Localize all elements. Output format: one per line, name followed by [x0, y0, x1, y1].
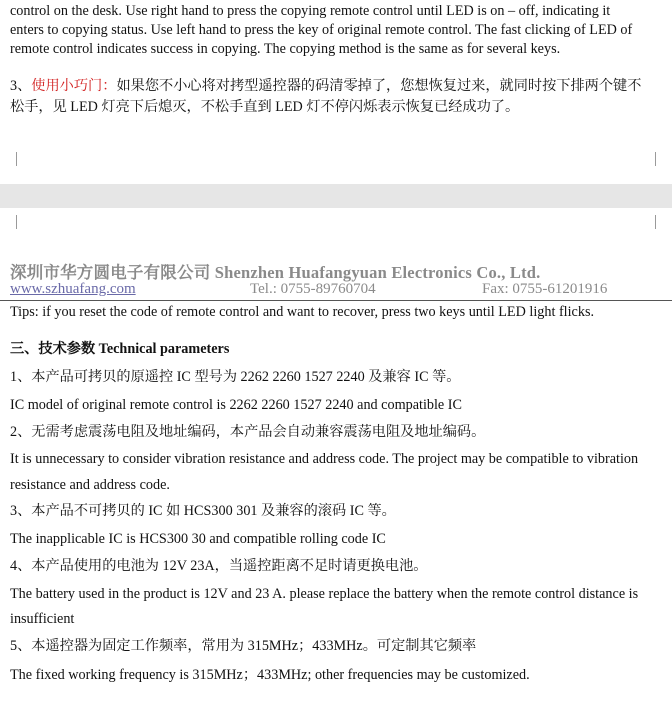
- company-name-cn: 深圳市华方圆电子有限公司: [10, 263, 211, 282]
- telephone: Tel.: 0755-89760704: [250, 281, 376, 297]
- param-4-cn: 4、本产品使用的电池为 12V 23A，当遥控距离不足时请更换电池。: [10, 558, 428, 574]
- company-name-en: Shenzhen Huafangyuan Electronics Co., Ltd.: [214, 263, 541, 282]
- section-title: 三、技术参数 Technical parameters: [10, 341, 230, 357]
- fax: Fax: 0755-61201916: [482, 281, 608, 297]
- page-corner-mark: [655, 215, 664, 229]
- param-1-en: IC model of original remote control is 2262 2260 1527 2240 and compatible IC: [10, 397, 462, 413]
- param-2-cn: 2、无需考虑震荡电阻及地址编码，本产品会自动兼容震荡电阻及地址编码。: [10, 424, 486, 440]
- contact-row: [10, 281, 650, 299]
- website-link[interactable]: www.szhuafang.com: [10, 281, 136, 297]
- document-page-top: [0, 0, 672, 184]
- param-2-en-line-2: resistance and address code.: [10, 477, 170, 493]
- param-5-cn: 5、本遥控器为固定工作频率，常用为 315MHz；433MHz。可定制其它频率: [10, 638, 477, 654]
- param-3-en: The inapplicable IC is HCS300 30 and compatible rolling code IC: [10, 531, 386, 547]
- tip-paragraph-line-2: 松手，见 LED 灯亮下后熄灭，不松手直到 LED 灯不停闪烁表示恢复已经成功了。: [10, 99, 520, 115]
- param-4-en-line-2: insufficient: [10, 611, 75, 627]
- copy-instruction-line-1: control on the desk. Use right hand to press the copying remote control until LED is on – off, indicating it: [10, 3, 611, 19]
- param-5-en: The fixed working frequency is 315MHz；433MHz; other frequencies may be customized.: [10, 667, 530, 683]
- copy-instruction-line-3: remote control indicates success in copying. The copying method is the same as for several keys.: [10, 41, 561, 57]
- page-corner-mark: [655, 152, 664, 166]
- tip-text: 如果您不小心将对拷型遥控器的码清零掉了，您想恢复过来，就同时按下排两个键不: [116, 78, 642, 94]
- page-corner-mark: [8, 215, 17, 229]
- header-rule: [0, 300, 672, 301]
- param-4-en-line-1: The battery used in the product is 12V and 23 A. please replace the battery when the remote control distance is: [10, 586, 639, 602]
- param-1-cn: 1、本产品可拷贝的原遥控 IC 型号为 2262 2260 1527 2240 及兼容 IC 等。: [10, 369, 461, 385]
- tip-label: 使用小巧门：: [31, 78, 117, 94]
- param-3-cn: 3、本产品不可拷贝的 IC 如 HCS300 301 及兼容的滚码 IC 等。: [10, 503, 396, 519]
- tips-line: Tips: if you reset the code of remote control and want to recover, press two keys until LED light flicks.: [10, 304, 595, 320]
- page-corner-mark: [8, 152, 17, 166]
- page-break-gap: [0, 184, 672, 208]
- tip-number: 3、: [10, 78, 32, 94]
- param-2-en-line-1: It is unnecessary to consider vibration resistance and address code. The project may be compatible to vibration: [10, 451, 639, 467]
- copy-instruction-line-2: enters to copying status. Use left hand to press the key of original remote control. The fast clicking of LED of: [10, 22, 633, 38]
- company-header: [10, 259, 541, 283]
- tip-paragraph-line-1: [10, 77, 641, 95]
